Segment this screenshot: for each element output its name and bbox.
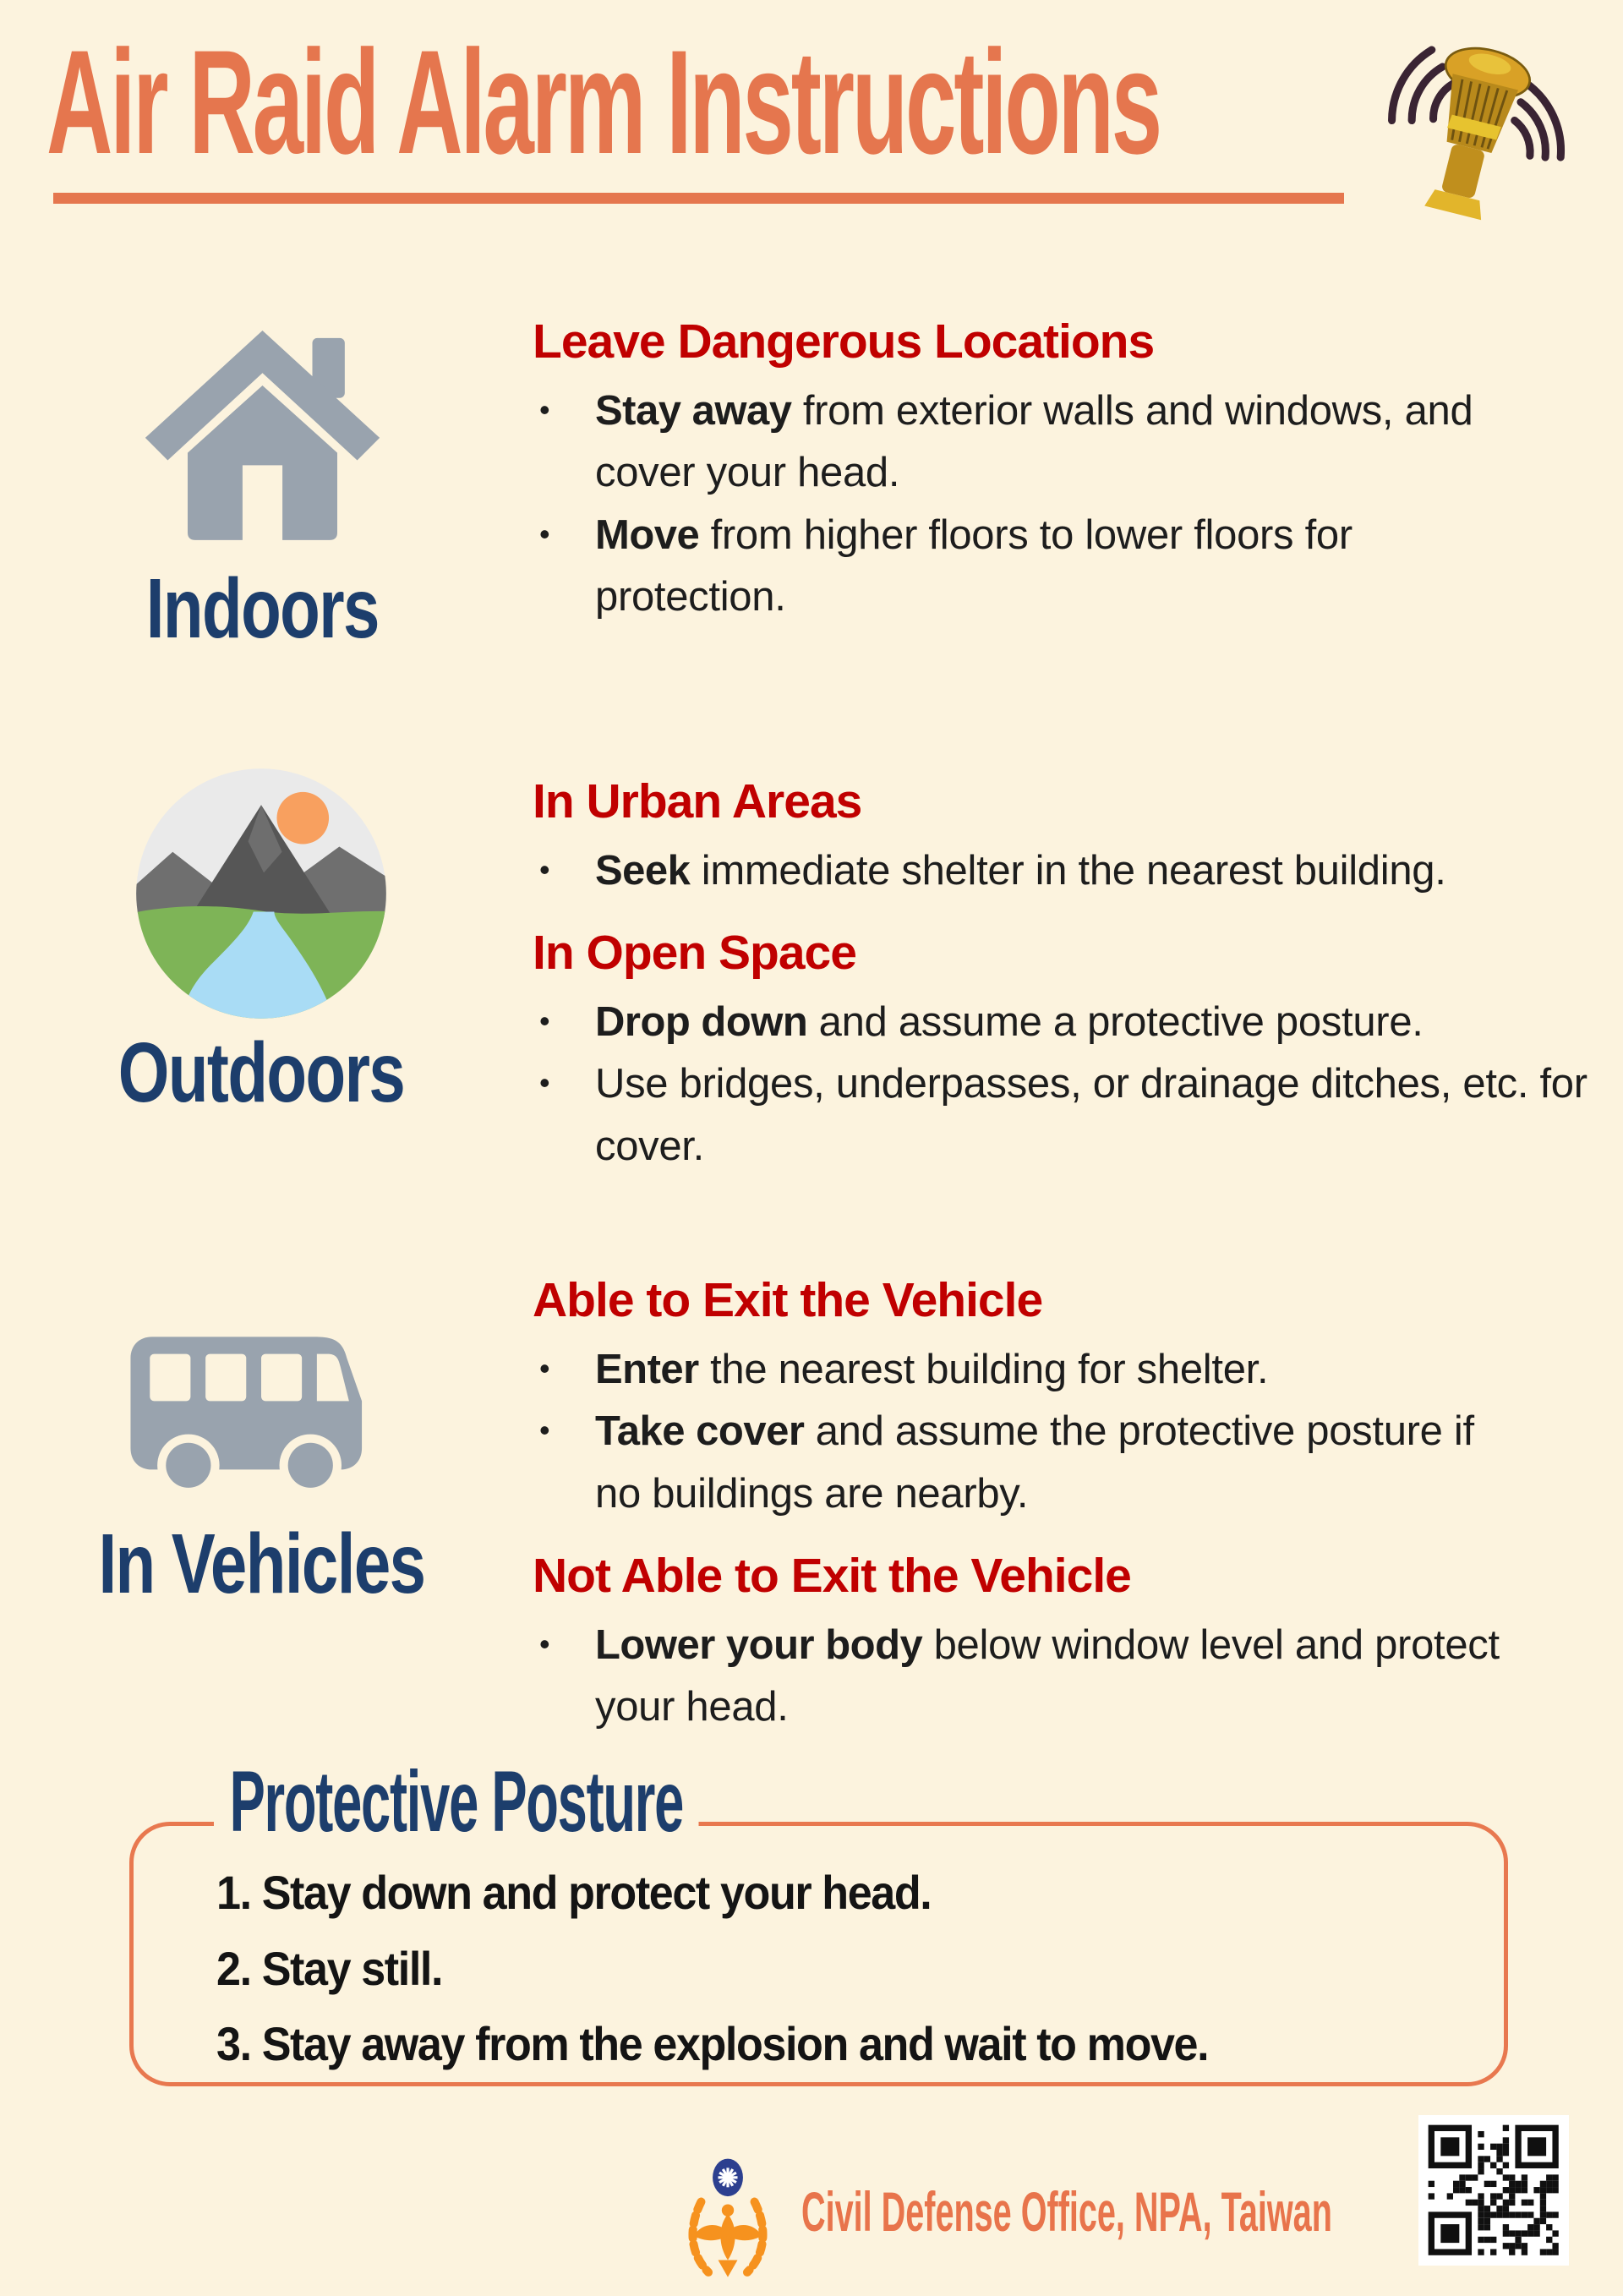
instruction-group [533, 926, 1623, 1178]
group-heading: In Open Space [533, 926, 856, 981]
posture-item: 1. Stay down and protect your head. [216, 1866, 932, 1919]
house-icon [138, 306, 387, 560]
section-label-indoors: Indoors [145, 561, 379, 656]
instruction-group [533, 314, 1530, 629]
bullet-text: from higher floors to lower floors for protection. [595, 511, 1352, 620]
title-underline [53, 193, 1344, 204]
bullet-item [533, 992, 1623, 1054]
bullet-item [533, 1401, 1505, 1525]
bullet-text: immediate shelter in the nearest building. [690, 847, 1446, 894]
bullet-item [533, 1053, 1623, 1178]
npa-badge-icon [664, 2156, 791, 2289]
group-heading: Able to Exit the Vehicle [533, 1273, 1043, 1327]
bullet-dot: • [539, 1003, 550, 1038]
bus-icon [122, 1315, 401, 1508]
instruction-group [533, 1549, 1505, 1739]
bullet-dot: • [539, 1413, 550, 1448]
section-label-vehicles: In Vehicles [97, 1517, 425, 1611]
posture-item: 2. Stay still. [216, 1941, 443, 1995]
group-heading: Leave Dangerous Locations [533, 314, 1155, 369]
bullet-item [533, 1339, 1505, 1402]
group-heading: In Urban Areas [533, 774, 862, 828]
bullet-lead: Move [595, 511, 700, 558]
bullet-lead: Seek [595, 847, 691, 894]
group-heading: Not Able to Exit the Vehicle [533, 1549, 1131, 1604]
bullet-item [533, 380, 1530, 505]
footer-org-text: Civil Defense Office, NPA, Taiwan [801, 2180, 1332, 2243]
bullet-item [533, 1615, 1505, 1739]
bullet-lead: Drop down [595, 998, 808, 1045]
protective-posture-box [129, 1753, 1508, 2086]
bullet-dot: • [539, 1065, 550, 1101]
instruction-group [533, 774, 1623, 902]
bullet-dot: • [539, 391, 550, 427]
bullet-text: below window level and protect your head. [595, 1621, 1500, 1730]
bullet-item [533, 505, 1530, 629]
vehicles-text [533, 1273, 1505, 1739]
page-title: Air Raid Alarm Instructions [46, 20, 1161, 185]
outdoors-text [533, 774, 1623, 1178]
bullet-text: and assume the protective posture if no buildings are nearby. [595, 1408, 1474, 1517]
section-indoors [118, 306, 406, 656]
landscape-icon [131, 763, 391, 1024]
bullet-item [533, 840, 1623, 903]
bullet-dot: • [539, 516, 550, 551]
bullet-lead: Stay away [595, 387, 792, 434]
bullet-lead: Enter [595, 1346, 699, 1392]
bullet-dot: • [539, 1350, 550, 1386]
indoors-text [533, 314, 1530, 629]
bullet-text: the nearest building for shelter. [698, 1346, 1269, 1392]
section-label-outdoors: Outdoors [117, 1025, 404, 1120]
bullet-dot: • [539, 851, 550, 887]
posture-item: 3. Stay away from the explosion and wait to move. [216, 2017, 1209, 2071]
bullet-text: and assume a protective posture. [807, 998, 1424, 1045]
protective-posture-heading: Protective Posture [214, 1758, 699, 1845]
bullet-text: from exterior walls and windows, and cover your head. [595, 387, 1473, 496]
qr-code-pattern [1424, 2120, 1564, 2260]
air-raid-siren-icon [1378, 25, 1581, 232]
section-outdoors [115, 763, 407, 1120]
bullet-lead: Take cover [595, 1408, 805, 1455]
section-vehicles [97, 1315, 425, 1611]
instruction-group [533, 1273, 1505, 1525]
qr-code [1418, 2115, 1569, 2266]
bullet-lead: Lower your body [595, 1621, 923, 1668]
bullet-text: Use bridges, underpasses, or drainage ditches, etc. for cover. [595, 1061, 1587, 1169]
bullet-dot: • [539, 1626, 550, 1661]
protective-posture-list [216, 1855, 1208, 2082]
